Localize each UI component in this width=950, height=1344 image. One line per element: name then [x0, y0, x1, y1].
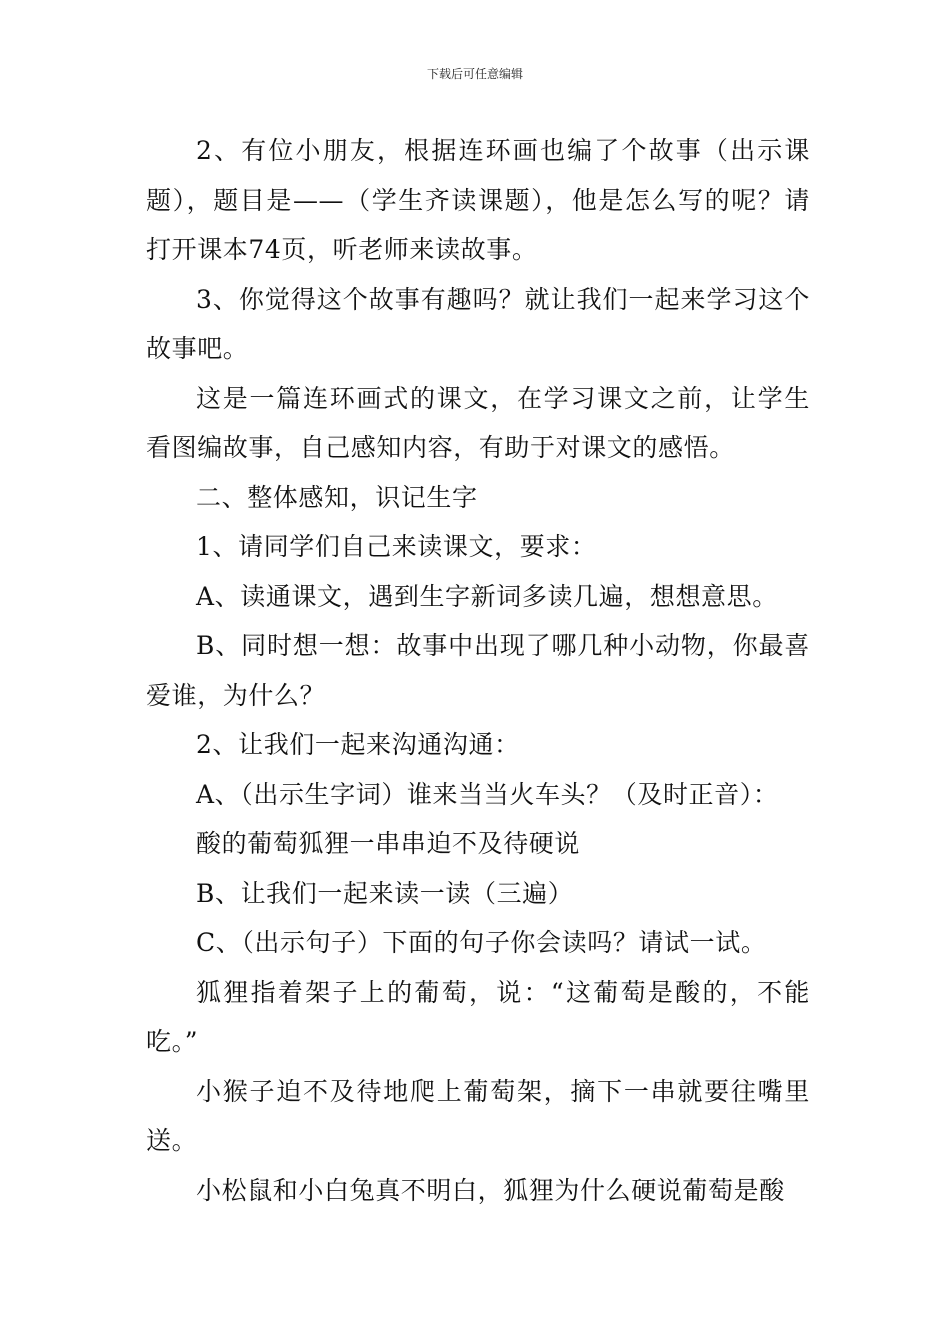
- paragraph: 3、你觉得这个故事有趣吗？就让我们一起来学习这个故事吧。: [146, 284, 810, 363]
- paragraph: B、让我们一起来读一读（三遍）: [196, 878, 574, 908]
- page-header-note: 下载后可任意编辑: [426, 67, 523, 81]
- paragraph: 1、请同学们自己来读课文，要求：: [196, 532, 597, 561]
- paragraph: 2、让我们一起来沟通沟通：: [196, 730, 520, 759]
- vocabulary-list: 酸的葡萄狐狸一串串迫不及待硬说: [196, 829, 581, 858]
- example-sentence: 小松鼠和小白兔真不明白，狐狸为什么硬说葡萄是酸: [196, 1175, 785, 1205]
- example-sentence: 小猴子迫不及待地爬上葡萄架，摘下一串就要往嘴里送。: [146, 1076, 810, 1155]
- document-body: [146, 126, 810, 1215]
- paragraph: B、同时想一想：故事中出现了哪几种小动物，你最喜爱谁，为什么？: [146, 631, 810, 710]
- example-sentence: 狐狸指着架子上的葡萄，说：“这葡萄是酸的，不能吃。”: [146, 977, 810, 1056]
- paragraph: A、（出示生字词）谁来当当火车头？（及时正音）：: [196, 779, 779, 809]
- paragraph: 2、有位小朋友，根据连环画也编了个故事（出示课题），题目是——（学生齐读课题），他是怎么写的呢？请打开课本74页，听老师来读故事。: [146, 136, 810, 264]
- paragraph: A、读通课文，遇到生字新词多读几遍，想想意思。: [196, 581, 778, 611]
- paragraph: 这是一篇连环画式的课文，在学习课文之前，让学生看图编故事，自己感知内容，有助于对课文的感悟。: [146, 383, 810, 462]
- paragraph: C、（出示句子）下面的句子你会读吗？请试一试。: [196, 928, 767, 957]
- section-heading: 二、整体感知，识记生字: [196, 482, 478, 512]
